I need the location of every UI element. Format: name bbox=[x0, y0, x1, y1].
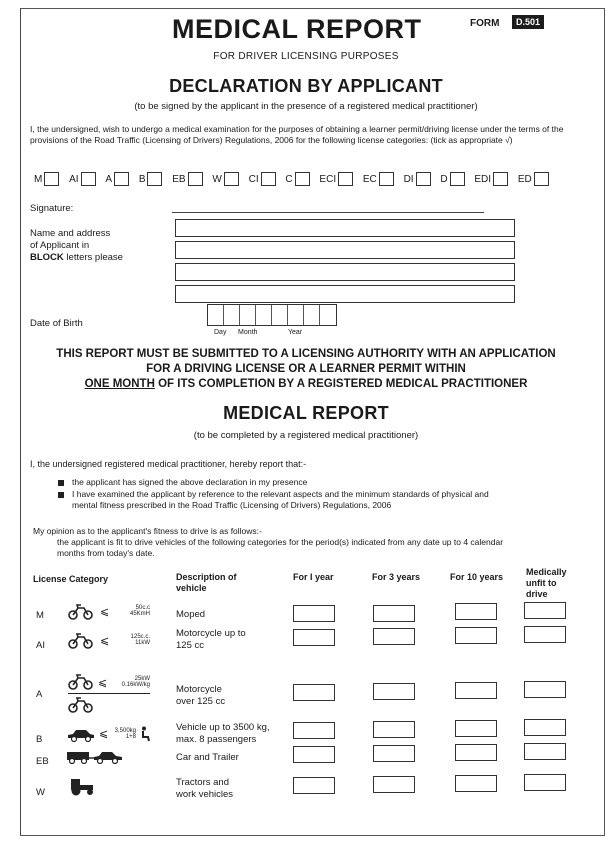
col-header-unfit-1: Medically bbox=[526, 567, 567, 577]
category-label: EDI bbox=[474, 173, 492, 185]
a-10-years-box[interactable] bbox=[455, 682, 497, 699]
b-3-years-box[interactable] bbox=[373, 721, 415, 738]
limit-bottom: 45KmH bbox=[129, 611, 150, 617]
name-row-3[interactable] bbox=[175, 263, 515, 281]
desc-line1: Motorcycle bbox=[176, 684, 222, 695]
row-b-limit bbox=[106, 728, 136, 740]
category-checkbox-c[interactable] bbox=[295, 172, 310, 186]
name-address-grid[interactable] bbox=[175, 219, 515, 303]
form-title: MEDICAL REPORT bbox=[172, 14, 422, 44]
category-label: B bbox=[138, 173, 146, 185]
desc-line2: max. 8 passengers bbox=[176, 734, 257, 745]
col-header-desc-1: Description of bbox=[176, 572, 237, 582]
category-checkbox-b[interactable] bbox=[147, 172, 162, 186]
w-10-years-box[interactable] bbox=[455, 775, 497, 792]
seated-person-icon bbox=[140, 726, 152, 742]
category-checkbox-d[interactable] bbox=[450, 172, 465, 186]
col-header-unfit-2: unfit to bbox=[526, 578, 557, 588]
medical-report-heading: MEDICAL REPORT bbox=[223, 403, 389, 423]
form-subtitle: FOR DRIVER LICENSING PURPOSES bbox=[213, 51, 399, 62]
bullet-item-2 bbox=[58, 489, 489, 511]
eb-1-year-box[interactable] bbox=[293, 746, 335, 763]
car-icon bbox=[66, 728, 96, 742]
row-code-b: B bbox=[36, 734, 43, 745]
category-label: CI bbox=[248, 173, 259, 185]
limit-bottom: 11kW bbox=[135, 640, 150, 646]
a-unfit-box[interactable] bbox=[524, 681, 566, 698]
warning-line1: THIS REPORT MUST BE SUBMITTED TO A LICENSING AUTHORITY WITH AN APPLICATION bbox=[56, 348, 556, 360]
category-label: EB bbox=[172, 173, 186, 185]
limit-top: 50c.c bbox=[135, 605, 150, 611]
form-label: FORM bbox=[470, 18, 500, 29]
row-a1-limit bbox=[110, 634, 150, 646]
b-unfit-box[interactable] bbox=[524, 719, 566, 736]
warning-line3: OF ITS COMPLETION BY A REGISTERED MEDICAL PRACTITIONER bbox=[154, 378, 528, 390]
bullet-text-2a: I have examined the applicant by reference to the relevant aspects and the minimum standards of physical and bbox=[72, 489, 489, 499]
warning-one-month: ONE MONTH bbox=[84, 378, 155, 390]
desc-line1: Tractors and bbox=[176, 777, 229, 788]
less-equal-icon: ⩽ bbox=[100, 635, 110, 647]
row-code-a: A bbox=[36, 689, 43, 700]
w-1-year-box[interactable] bbox=[293, 777, 335, 794]
less-equal-icon: ⩽ bbox=[98, 677, 108, 689]
row-code-w: W bbox=[36, 787, 45, 798]
col-header-unfit-3: drive bbox=[526, 589, 548, 599]
category-label: EC bbox=[362, 173, 377, 185]
category-checkbox-ec1[interactable] bbox=[338, 172, 353, 186]
signature-label: Signature: bbox=[30, 203, 74, 214]
declaration-note: (to be signed by the applicant in the presence of a registered medical practitioner) bbox=[134, 101, 478, 112]
name-row-4[interactable] bbox=[175, 285, 515, 303]
row-desc-b bbox=[176, 722, 270, 746]
opinion-line1: My opinion as to the applicant's fitness to drive is as follows:- bbox=[33, 526, 262, 536]
row-desc-a1 bbox=[176, 628, 246, 652]
opinion-line3: months from today's date. bbox=[57, 548, 155, 558]
submission-warning bbox=[0, 347, 612, 392]
category-checkbox-a1[interactable] bbox=[81, 172, 96, 186]
bullet-text-2b: mental fitness prescribed in the Road Traffic (Licensing of Drivers) Regulations, 2006 bbox=[72, 500, 392, 510]
row-m-limit bbox=[110, 605, 150, 617]
category-checkbox-ec[interactable] bbox=[379, 172, 394, 186]
category-checkbox-d1[interactable] bbox=[416, 172, 431, 186]
motorcycle-icon bbox=[68, 674, 94, 690]
m-3-years-box[interactable] bbox=[373, 605, 415, 622]
less-equal-icon: ⩽ bbox=[99, 728, 109, 740]
col-header-description bbox=[176, 572, 237, 594]
category-checkbox-ed1[interactable] bbox=[493, 172, 508, 186]
desc-line1: Motorcycle up to bbox=[176, 628, 246, 639]
a1-3-years-box[interactable] bbox=[373, 628, 415, 645]
row-code-a1: AI bbox=[36, 640, 45, 651]
dob-month-label: Month bbox=[238, 329, 258, 336]
license-category-checkboxes bbox=[34, 172, 556, 186]
row-desc-w bbox=[176, 777, 233, 801]
car-trailer-icon bbox=[66, 750, 126, 764]
category-label: ED bbox=[517, 173, 532, 185]
name-label-line1: Name and address bbox=[30, 228, 111, 239]
motorcycle-icon bbox=[68, 633, 94, 649]
opinion-line2: the applicant is fit to drive vehicles of the following categories for the period(s) indicated from any date up to 4 calendar bbox=[57, 537, 504, 547]
w-unfit-box[interactable] bbox=[524, 774, 566, 791]
b-10-years-box[interactable] bbox=[455, 720, 497, 737]
dob-day-label: Day bbox=[214, 329, 227, 336]
col-header-3-years: For 3 years bbox=[372, 572, 421, 582]
limit-top: 125c.c. bbox=[130, 634, 150, 640]
limit-top: 25kW bbox=[134, 676, 150, 682]
signature-line[interactable] bbox=[172, 212, 484, 213]
row-desc-eb: Car and Trailer bbox=[176, 752, 239, 763]
category-checkbox-m[interactable] bbox=[44, 172, 59, 186]
name-row-1[interactable] bbox=[175, 219, 515, 237]
category-label: C bbox=[285, 173, 293, 185]
category-checkbox-eb[interactable] bbox=[188, 172, 203, 186]
bullet-icon bbox=[58, 480, 64, 486]
category-checkbox-a[interactable] bbox=[114, 172, 129, 186]
name-label-line3: letters please bbox=[66, 252, 123, 263]
motorcycle-icon bbox=[68, 697, 94, 713]
limit-bottom: 1+8 bbox=[125, 734, 136, 740]
name-label-block: BLOCK bbox=[30, 252, 64, 263]
practitioner-intro: I, the undersigned registered medical practitioner, hereby report that:- bbox=[30, 459, 307, 469]
row-code-eb: EB bbox=[36, 756, 49, 767]
col-header-10-years: For 10 years bbox=[450, 572, 504, 582]
bullet-item-1 bbox=[58, 477, 307, 487]
desc-line2: over 125 cc bbox=[176, 696, 226, 707]
category-checkbox-ed[interactable] bbox=[534, 172, 549, 186]
bullet-icon bbox=[58, 492, 64, 498]
name-row-2[interactable] bbox=[175, 241, 515, 259]
category-label: W bbox=[212, 173, 222, 185]
category-label: AI bbox=[69, 173, 79, 185]
category-label: A bbox=[105, 173, 113, 185]
m-unfit-box[interactable] bbox=[524, 602, 566, 619]
a1-1-year-box[interactable] bbox=[293, 629, 335, 646]
declaration-body: I, the undersigned, wish to undergo a medical examination for the purposes of obtaining a learner permit/driving license under the terms of the provisions of the Road Traffic (Licensing of Drivers) Regulations, 2006 for the following license categories: (tick as appropriate √) bbox=[30, 124, 564, 145]
m-1-year-box[interactable] bbox=[293, 605, 335, 622]
row-desc-a bbox=[176, 684, 225, 708]
warning-line2: FOR A DRIVING LICENSE OR A LEARNER PERMIT WITHIN bbox=[146, 363, 466, 375]
desc-line1: Vehicle up to 3500 kg, bbox=[176, 722, 270, 733]
a1-unfit-box[interactable] bbox=[524, 626, 566, 643]
m-10-years-box[interactable] bbox=[455, 603, 497, 620]
w-3-years-box[interactable] bbox=[373, 776, 415, 793]
category-checkbox-w[interactable] bbox=[224, 172, 239, 186]
row-desc-m: Moped bbox=[176, 609, 206, 620]
row-a-limit bbox=[106, 676, 150, 688]
name-label-line2: of Applicant in bbox=[30, 240, 90, 251]
moped-icon bbox=[68, 604, 94, 620]
row-a-divider bbox=[68, 693, 150, 694]
category-checkbox-c1[interactable] bbox=[261, 172, 276, 186]
b-1-year-box[interactable] bbox=[293, 722, 335, 739]
dob-grid[interactable] bbox=[207, 304, 337, 326]
eb-unfit-box[interactable] bbox=[524, 743, 566, 760]
category-label: D bbox=[440, 173, 448, 185]
less-equal-icon: ⩽ bbox=[100, 606, 110, 618]
limit-top: 3,500kg bbox=[114, 728, 136, 734]
form-code-badge: D.501 bbox=[512, 15, 544, 29]
col-header-category: License Category bbox=[33, 574, 109, 584]
category-label: ECI bbox=[319, 173, 337, 185]
tractor-icon bbox=[68, 778, 96, 796]
a-1-year-box[interactable] bbox=[293, 684, 335, 701]
bullet-text-1: the applicant has signed the above declaration in my presence bbox=[72, 477, 308, 487]
desc-line2: work vehicles bbox=[176, 789, 234, 800]
category-label: M bbox=[34, 173, 43, 185]
col-header-desc-2: vehicle bbox=[176, 583, 207, 593]
row-code-m: M bbox=[36, 610, 44, 621]
medical-report-note: (to be completed by a registered medical practitioner) bbox=[193, 430, 419, 441]
declaration-heading: DECLARATION BY APPLICANT bbox=[169, 76, 443, 96]
category-label: DI bbox=[403, 173, 414, 185]
dob-year-label: Year bbox=[288, 329, 303, 336]
opinion-text bbox=[33, 526, 503, 559]
a-3-years-box[interactable] bbox=[373, 683, 415, 700]
eb-10-years-box[interactable] bbox=[455, 744, 497, 761]
limit-bottom: 0.16kW/kg bbox=[121, 682, 150, 688]
col-header-1-year: For I year bbox=[293, 572, 334, 582]
a1-10-years-box[interactable] bbox=[455, 627, 497, 644]
dob-label: Date of Birth bbox=[30, 318, 83, 329]
eb-3-years-box[interactable] bbox=[373, 745, 415, 762]
name-address-label bbox=[30, 228, 123, 264]
col-header-unfit bbox=[526, 567, 567, 600]
desc-line2: 125 cc bbox=[176, 640, 204, 651]
